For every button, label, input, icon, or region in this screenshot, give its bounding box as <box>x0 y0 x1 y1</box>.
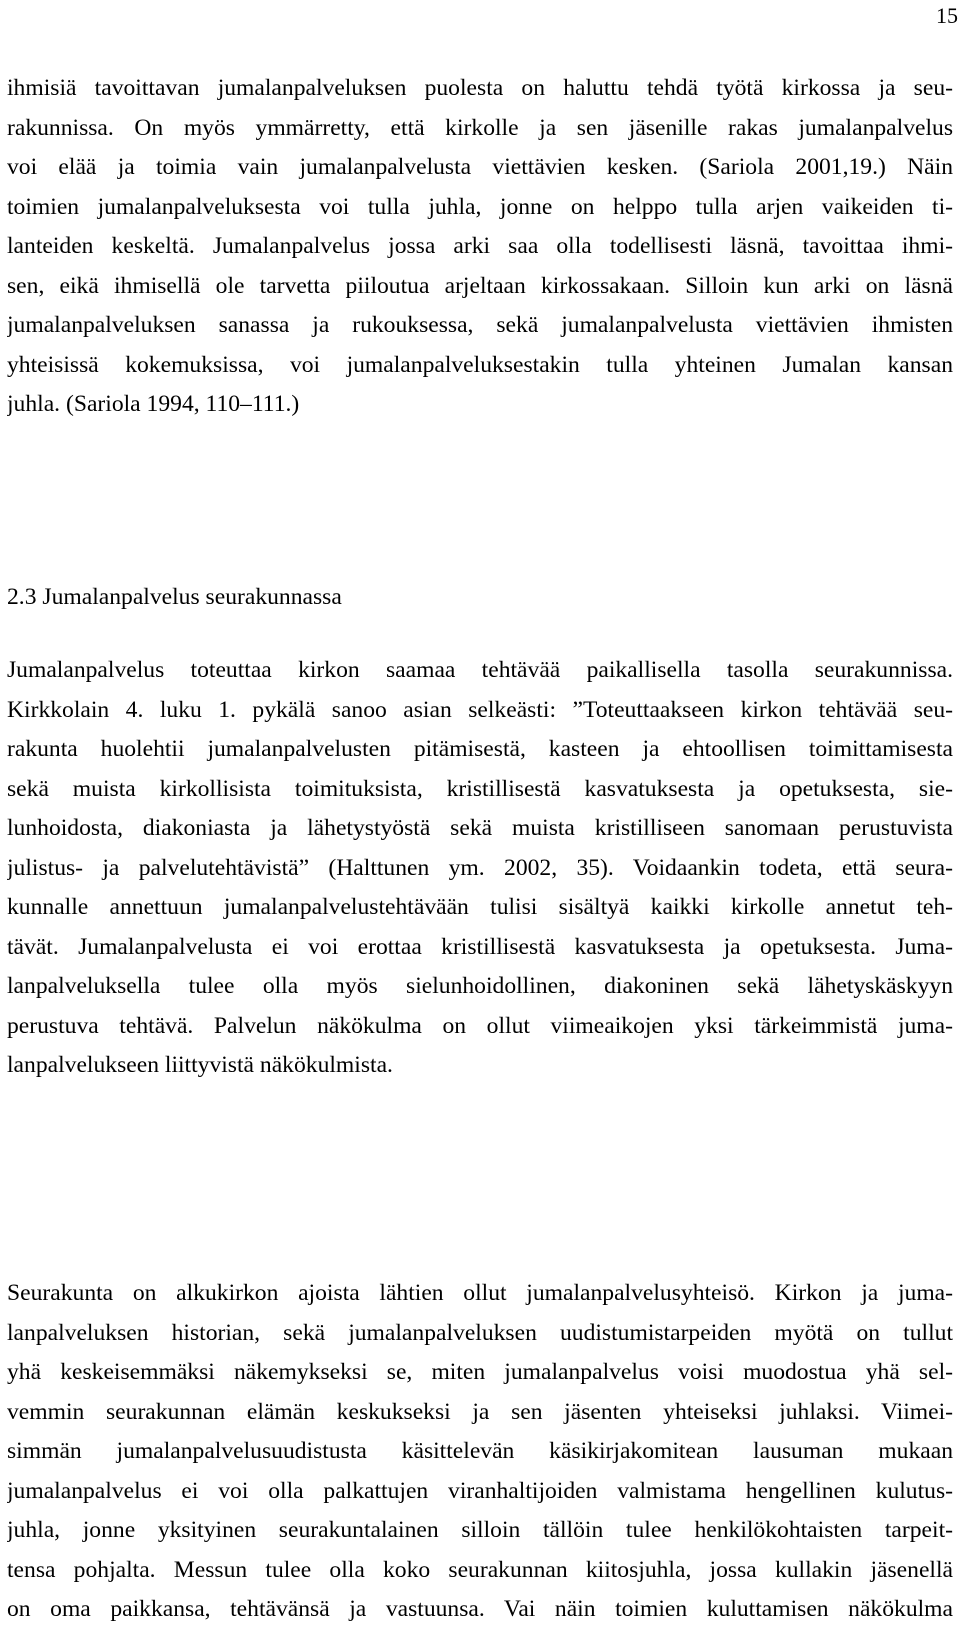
paragraph-line: on oma paikkansa, tehtävänsä ja vastuunsa. Vai näin toimien kuluttamisen näkökulma <box>7 1596 953 1623</box>
paragraph-line: lanpalveluksella tulee olla myös sielunhoidollinen, diakoninen sekä lähetyskäskyyn <box>7 973 953 1000</box>
paragraph-2 <box>7 651 953 1086</box>
page-number: 15 <box>936 3 958 28</box>
paragraph-line: perustuva tehtävä. Palvelun näkökulma on ollut viimeaikojen yksi tärkeimmistä juma- <box>7 1012 953 1039</box>
paragraph-line: lanteiden keskeltä. Jumalanpalvelus jossa arki saa olla todellisesti läsnä, tavoittaa ihmi- <box>7 233 953 260</box>
paragraph-line: Seurakunta on alkukirkon ajoista lähtien ollut jumalanpalvelusyhteisö. Kirkon ja juma- <box>7 1280 953 1306</box>
paragraph-line: juhla, jonne yksityinen seurakuntalainen silloin tällöin tulee henkilökohtaisten tarpeit- <box>7 1517 953 1544</box>
paragraph-line: rakunta huolehtii jumalanpalvelusten pitämisestä, kasteen ja ehtoollisen toimittamisesta <box>7 736 953 763</box>
paragraph-line: ihmisiä tavoittavan jumalanpalveluksen puolesta on haluttu tehdä työtä kirkossa ja seu- <box>7 75 953 101</box>
paragraph-line: tävät. Jumalanpalvelusta ei voi erottaa kristillisestä kasvatuksesta ja opetuksesta. Juma- <box>7 933 953 960</box>
paragraph-line: julistus- ja palvelutehtävistä” (Halttunen ym. 2002, 35). Voidaankin todeta, että seura- <box>7 854 953 881</box>
paragraph-line: Jumalanpalvelus toteuttaa kirkon saamaa tehtävää paikallisella tasolla seurakunnissa. <box>7 657 953 683</box>
paragraph-line: simmän jumalanpalvelusuudistusta käsittelevän käsikirjakomitean lausuman mukaan <box>7 1438 953 1465</box>
paragraph-line: kunnalle annettuun jumalanpalvelustehtävään tulisi sisältyä kaikki kirkolle annetut teh- <box>7 894 953 921</box>
paragraph-line: yhä keskeisemmäksi näkemykseksi se, miten jumalanpalvelus voisi muodostua yhä sel- <box>7 1359 953 1386</box>
paragraph-line: rakunnissa. On myös ymmärretty, että kirkolle ja sen jäsenille rakas jumalanpalvelus <box>7 114 953 141</box>
paragraph-line: lanpalvelukseen liittyvistä näkökulmista. <box>7 1052 393 1079</box>
paragraph-line: sen, eikä ihmisellä ole tarvetta piiloutua arjeltaan kirkossakaan. Silloin kun arki on läsnä <box>7 272 953 299</box>
paragraph-line: jumalanpalvelus ei voi olla palkattujen viranhaltijoiden valmistama hengellinen kulutus- <box>7 1477 953 1504</box>
paragraph-line: sekä muista kirkollisista toimituksista, kristillisestä kasvatuksesta ja opetuksesta, sie- <box>7 775 953 802</box>
paragraph-line: jumalanpalveluksen sanassa ja rukouksessa, sekä jumalanpalvelusta viettävien ihmisten <box>7 312 953 339</box>
paragraph-line: vemmin seurakunnan elämän keskukseksi ja sen jäsenten yhteiseksi juhlaksi. Viimei- <box>7 1398 953 1425</box>
paragraph-line: lunhoidosta, diakoniasta ja lähetystyöstä sekä muista kristilliseen sanomaan perustuvista <box>7 815 953 842</box>
paragraph-3 <box>7 1274 953 1630</box>
paragraph-line: yhteisissä kokemuksissa, voi jumalanpalveluksestakin tulla yhteinen Jumalan kansan <box>7 351 953 378</box>
paragraph-line: voi elää ja toimia vain jumalanpalvelusta viettävien kesken. (Sariola 2001,19.) Näin <box>7 154 953 181</box>
paragraph-line: toimien jumalanpalveluksesta voi tulla juhla, jonne on helppo tulla arjen vaikeiden ti- <box>7 193 953 220</box>
section-heading: 2.3 Jumalanpalvelus seurakunnassa <box>7 584 342 610</box>
paragraph-1 <box>7 69 953 425</box>
paragraph-line: lanpalveluksen historian, sekä jumalanpalveluksen uudistumistarpeiden myötä on tullut <box>7 1319 953 1346</box>
paragraph-line: juhla. (Sariola 1994, 110–111.) <box>7 391 300 418</box>
paragraph-line: Kirkkolain 4. luku 1. pykälä sanoo asian selkeästi: ”Toteuttaakseen kirkon tehtävää seu- <box>7 696 953 723</box>
paragraph-line: tensa pohjalta. Messun tulee olla koko seurakunnan kiitosjuhla, jossa kullakin jäsenellä <box>7 1556 953 1583</box>
